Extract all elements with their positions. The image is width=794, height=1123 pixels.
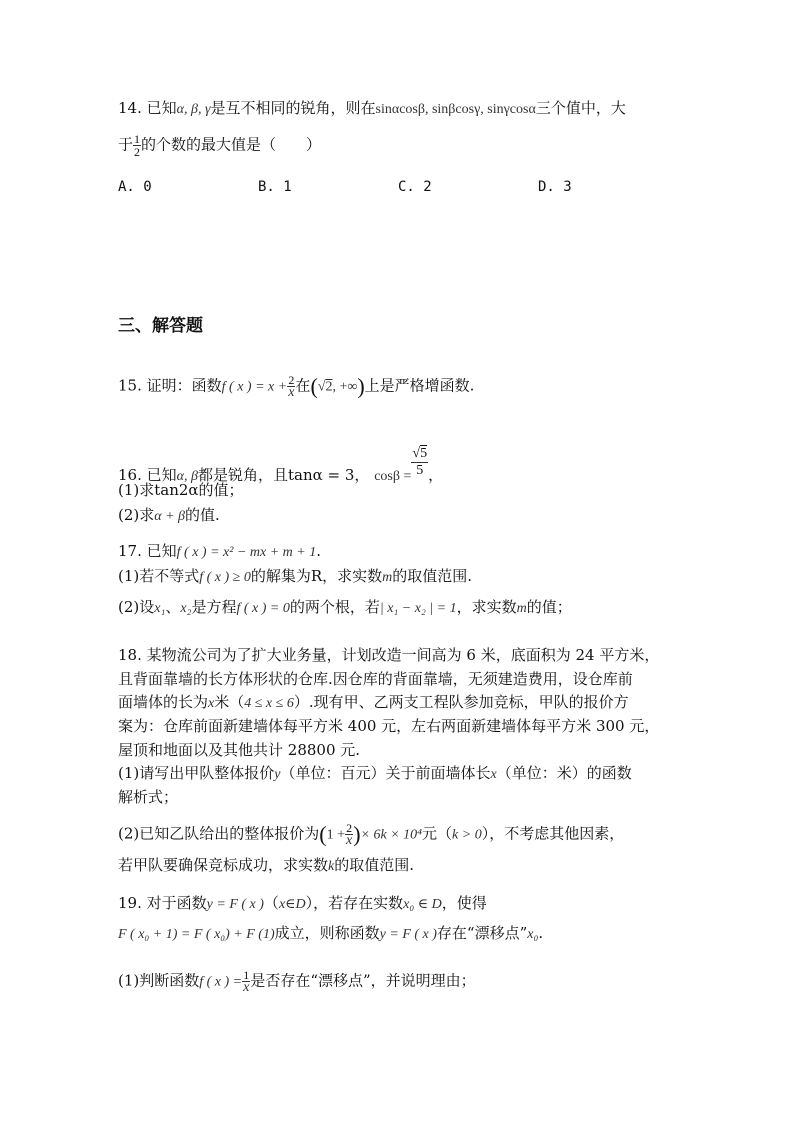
q15-line	[118, 374, 474, 399]
q15-text2: 在	[295, 376, 311, 395]
q18-p2-a: (2)已知乙队给出的整体报价为	[118, 824, 320, 843]
q16-text3: ，	[428, 466, 444, 484]
q18-part2-line1	[118, 822, 624, 847]
q14-frac-num: 1	[134, 132, 141, 146]
q18-part1-line1	[118, 763, 632, 785]
q14-line1	[118, 98, 626, 120]
q18-line2: 且背面靠墙的长方体形状的仓库.因仓库的背面靠墙，无须建造费用，设仓库前	[118, 670, 633, 688]
q14-text3: 三个值中，大	[535, 99, 626, 117]
q16-part2-a: (2)求	[118, 506, 155, 524]
q18-line3-x: x	[208, 696, 215, 711]
q17-p2-expr: f ( x ) = 0	[236, 601, 290, 616]
q17-part1	[118, 566, 472, 588]
q19-p1-b: 是否存在“漂移点”，并说明理由；	[250, 971, 476, 990]
q18-part1-line2: 解析式；	[118, 788, 179, 806]
q19-domain: x∈D	[278, 897, 306, 912]
q15-sqrt: √2	[317, 379, 333, 395]
q18-p1-x: x	[490, 767, 497, 782]
q19-text6: 存在“漂移点”	[436, 924, 528, 942]
q14-option-b: B. 1	[258, 179, 292, 195]
q19-line1	[118, 893, 487, 915]
q17-p2-b: 、	[165, 598, 181, 616]
q17-part2	[118, 597, 572, 619]
q17-p1-b: 的解集为R，求实数	[250, 567, 383, 585]
q18-line3-c: ）.现有甲、乙两支工程队参加竞标，甲队的报价方	[293, 693, 629, 711]
q14-number: 14.	[118, 99, 142, 117]
q17-p2-c: 是方程	[191, 598, 237, 616]
q19-part1	[118, 969, 476, 994]
q14-exprs: sinαcosβ, sinβcosγ, sinγcosα	[375, 102, 536, 117]
q19-text1: 对于函数	[146, 894, 207, 912]
q17-p2-m: m	[516, 601, 527, 616]
q19-p1-func: f ( x ) =	[199, 974, 243, 990]
q16-cos-expr: cosβ =	[374, 469, 412, 484]
q16-fraction	[411, 446, 428, 479]
q15-interval-rest: , +∞	[332, 379, 358, 395]
q14-option-a: A. 0	[118, 179, 152, 195]
q17-p1-a: (1)若不等式	[118, 567, 200, 585]
q14-fraction	[133, 133, 141, 158]
section-title: 三、解答题	[118, 316, 203, 336]
q18-p2-frac-num: 2	[346, 821, 353, 835]
q18-p1-b: （单位：百元）关于前面墙体长	[280, 764, 491, 782]
q15-frac-num: 2	[288, 373, 295, 387]
q18-line3-b: 米（	[214, 693, 245, 711]
q19-text2: （	[263, 894, 279, 912]
q19-text7: .	[538, 924, 544, 942]
q19-text4: ，使得	[441, 894, 487, 912]
q16-frac-den: 5	[416, 463, 424, 478]
q18-p1-a: (1)请写出甲队整体报价	[118, 764, 275, 782]
q16-part2	[118, 505, 220, 527]
q17-p2-x1: x₁	[154, 601, 166, 616]
q14-vars: α, β, γ	[176, 102, 211, 117]
q15-frac-den: x	[288, 385, 295, 400]
q18-p2-kk: k	[328, 859, 335, 874]
q17-text2: .	[316, 542, 321, 560]
q17-func: f ( x ) = x² − mx + m + 1	[176, 545, 317, 560]
q17-p1-c: 的取值范围.	[392, 567, 473, 585]
q14-text4: 于	[118, 135, 134, 154]
q19-p1-a: (1)判断函数	[118, 971, 200, 990]
q18-line1: 18. 某物流公司为了扩大业务量，计划改造一间高为 6 米，底面积为 24 平方米，	[118, 646, 660, 664]
q14-text1: 已知	[146, 99, 177, 117]
q19-text5: 成立，则称函数	[274, 924, 380, 942]
q15-sqrt-arg: 2	[325, 379, 333, 395]
q14-text2: 是互不相同的锐角，则在	[210, 99, 376, 117]
q15-text3: 上是严格增函数.	[364, 376, 475, 395]
q16-text2: 都是锐角，且tanα = 3，	[197, 466, 370, 484]
q19-x0b: x₀	[527, 927, 539, 942]
q15-text1: 证明：函数	[146, 376, 222, 395]
q15-func: f ( x ) = x +	[221, 379, 288, 395]
q17-p2-a: (2)设	[118, 598, 155, 616]
q18-p2-fraction	[345, 822, 353, 847]
q17-p1-expr: f ( x ) ≥ 0	[199, 570, 251, 585]
q19-line2	[118, 923, 543, 945]
q18-p1-y: y	[274, 767, 281, 782]
q18-p2-rest: × 6k × 10⁴	[360, 827, 423, 843]
q16-part1: (1)求tan2α的值；	[118, 481, 244, 499]
q18-p2-frac-den: x	[345, 833, 353, 848]
q19-text3: ），若存在实数	[305, 894, 404, 912]
q18-p2-one: 1 +	[326, 827, 345, 843]
q14-frac-den: 2	[134, 145, 141, 159]
q16-number: 16.	[118, 466, 142, 484]
q17-number: 17.	[118, 542, 142, 560]
q18-line4: 案为：仓库前面新建墙体每平方米 400 元，左右两面新建墙体每平方米 300 元，	[118, 717, 660, 735]
q18-p2-open: (	[319, 821, 327, 847]
q18-p2-d: 若甲队要确保竞标成功，求实数	[118, 856, 329, 874]
q14-option-d: D. 3	[538, 179, 572, 195]
q18-p2-b: 元（	[422, 824, 453, 843]
q18-part2-line2	[118, 855, 414, 877]
q18-p2-e: 的取值范围.	[334, 856, 415, 874]
q18-p1-c: （单位：米）的函数	[496, 764, 632, 782]
q16-part2-b: 的值.	[185, 506, 220, 524]
q16-vars: α, β	[176, 469, 198, 484]
q19-func2: y = F ( x )	[379, 927, 437, 942]
q17-p2-abs: | x₁ − x₂ | = 1	[379, 601, 457, 616]
q17-p2-x2: x₂	[180, 601, 192, 616]
q19-p1-frac-den: x	[243, 980, 250, 995]
q17-p2-d: 的两个根，若	[289, 598, 380, 616]
q17-p2-f: 的值；	[526, 598, 572, 616]
q14-text5: 的个数的最大值是（ ）	[141, 135, 322, 154]
q18-line3-range: 4 ≤ x ≤ 6	[244, 696, 294, 711]
q15-interval-open: (	[310, 373, 318, 399]
q15-number: 15.	[118, 376, 142, 395]
q15-interval-close: )	[357, 373, 365, 399]
q19-eq: F ( x₀ + 1) = F ( x₀) + F (1)	[118, 927, 275, 942]
q18-p2-close: )	[353, 821, 361, 847]
q18-line3-a: 面墙体的长为	[118, 693, 209, 711]
q19-p1-frac-num: 1	[243, 968, 250, 982]
q18-line5: 屋顶和地面以及其他共计 28800 元.	[118, 741, 361, 759]
q17-p2-e: ，求实数	[456, 598, 517, 616]
q19-number: 19.	[118, 894, 142, 912]
q18-line3	[118, 692, 629, 714]
q14-line2	[118, 133, 321, 158]
q18-p2-k: k > 0	[452, 827, 482, 843]
q17-text1: 已知	[146, 542, 177, 560]
q18-p2-c: ），不考虑其他因素，	[481, 824, 625, 843]
q19-x0: x₀ ∈ D	[403, 897, 442, 912]
q16-frac-num: √5	[412, 446, 428, 461]
q14-option-c: C. 2	[398, 179, 432, 195]
q17-p1-m: m	[382, 570, 393, 585]
q19-func: y = F ( x )	[206, 897, 264, 912]
q16-text1: 已知	[146, 466, 177, 484]
q16-part2-expr: α + β	[154, 509, 186, 524]
q16-frac-num-arg: 5	[420, 446, 428, 461]
q17-line1	[118, 541, 321, 563]
